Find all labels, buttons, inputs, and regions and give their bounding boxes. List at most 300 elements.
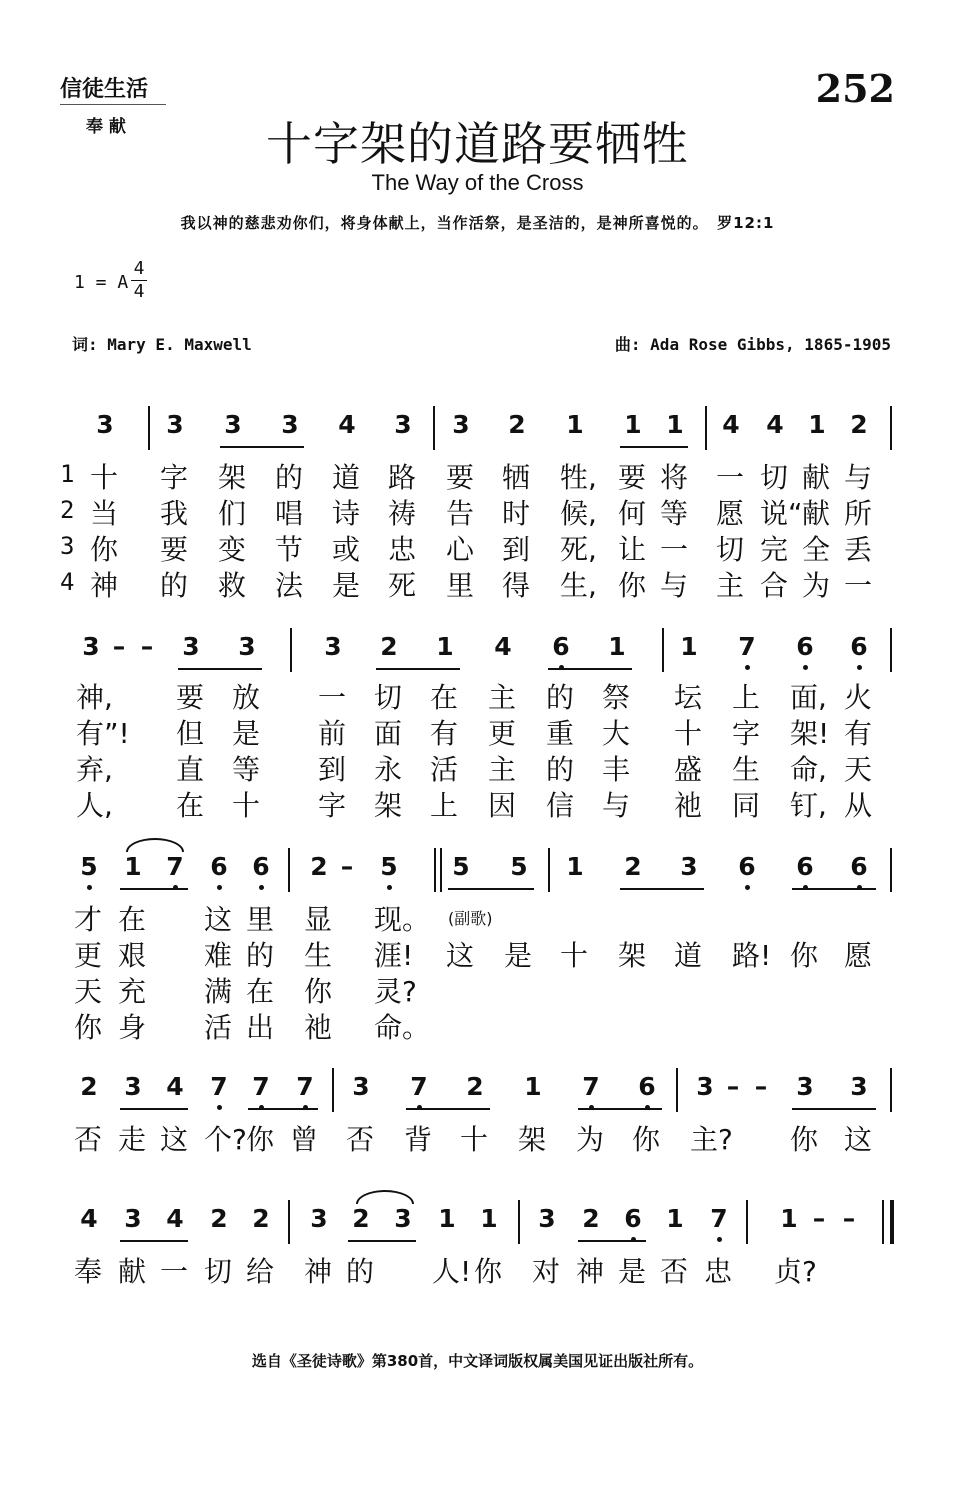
lyric: 死, [560, 533, 597, 566]
note: 2 [352, 1204, 370, 1233]
beam [376, 668, 460, 670]
lyric: 候, [560, 497, 597, 530]
lyric: 到 [318, 753, 347, 786]
note: 1 [680, 632, 698, 661]
lyric: 愿 [716, 497, 745, 530]
lyric: 节 [275, 533, 304, 566]
beam [120, 1240, 188, 1242]
lyric: 祂 [304, 1011, 333, 1044]
lyric: 这 [160, 1123, 189, 1156]
lyric: 的 [160, 569, 189, 602]
lyric: 你 [304, 975, 333, 1008]
lyric: 更 [488, 717, 517, 750]
lyric: 你 [632, 1123, 661, 1156]
note-low: 5 [74, 852, 104, 882]
lyric: 等 [232, 753, 261, 786]
lyric: 否 [346, 1123, 375, 1156]
lyric-line-1-3 [60, 528, 895, 564]
lyric: 唱 [275, 497, 304, 530]
lyric: 直 [176, 753, 205, 786]
dash: – [812, 1204, 826, 1233]
note: 3 [310, 1204, 328, 1233]
lyric: 牲, [560, 461, 597, 494]
lyric: 架 [518, 1123, 547, 1156]
note: 3 [538, 1204, 556, 1233]
lyric: 涯! [374, 939, 414, 972]
lyric: 弃, [76, 753, 113, 786]
verse-number: 3 [60, 532, 75, 560]
lyric: 有”! [76, 717, 130, 750]
barline [890, 1068, 892, 1112]
note: 3 [166, 410, 184, 439]
barline [890, 406, 892, 450]
beam [220, 446, 304, 448]
lyric: 架! [790, 717, 830, 750]
lyric: 这 [204, 903, 233, 936]
note-low: 6 [790, 632, 820, 662]
lyric: 否 [74, 1123, 103, 1156]
lyric: 神 [304, 1255, 333, 1288]
lyric: 主? [690, 1123, 733, 1156]
lyric: 的 [546, 753, 575, 786]
notation-system-2 [60, 632, 895, 672]
lyric: 否 [660, 1255, 689, 1288]
lyric: 奉 [74, 1255, 103, 1288]
beam [578, 1108, 662, 1110]
note: 1 [566, 852, 584, 881]
notation-system-4 [60, 1072, 895, 1112]
subcategory-label: 奉 献 [86, 117, 126, 137]
note: 2 [624, 852, 642, 881]
note: 3 [680, 852, 698, 881]
refrain-label: (副歌) [448, 909, 493, 928]
note: 5 [510, 852, 528, 881]
barline [676, 1068, 678, 1112]
lyric: 是 [618, 1255, 647, 1288]
lyric: 贞? [774, 1255, 817, 1288]
note: 3 [124, 1072, 142, 1101]
beam [620, 446, 688, 448]
beam [348, 1240, 416, 1242]
lyric: 钉, [790, 789, 827, 822]
note: 3 [696, 1072, 714, 1101]
beam [406, 1108, 490, 1110]
notation-system-1 [60, 410, 895, 450]
note-low: 6 [546, 632, 576, 662]
notation-system-5 [60, 1204, 895, 1244]
note-low: 7 [246, 1072, 276, 1102]
lyric: 献 [802, 461, 831, 494]
lyric: 曾 [290, 1123, 319, 1156]
note: 3 [224, 410, 242, 439]
note-low: 5 [374, 852, 404, 882]
category-rule [60, 104, 166, 105]
english-title: The Way of the Cross [371, 170, 584, 195]
slur [126, 838, 184, 852]
lyric: 十 [90, 461, 119, 494]
note: 3 [796, 1072, 814, 1101]
note: 3 [850, 1072, 868, 1101]
note: 1 [438, 1204, 456, 1233]
final-barline [882, 1200, 894, 1244]
lyric: 神 [576, 1255, 605, 1288]
lyric: 生 [732, 753, 761, 786]
lyric: 生, [560, 569, 597, 602]
lyric: 主 [488, 681, 517, 714]
lyric: 献 [118, 1255, 147, 1288]
barline [890, 848, 892, 892]
note-low: 6 [790, 852, 820, 882]
lyric: 变 [218, 533, 247, 566]
lyric-line-1-1 [60, 456, 895, 492]
lyric: 在 [118, 903, 147, 936]
lyric: 出 [246, 1011, 275, 1044]
note: 4 [166, 1072, 184, 1101]
lyric: 充 [118, 975, 147, 1008]
lyric: 面 [374, 717, 403, 750]
beam [178, 668, 262, 670]
lyric: 从 [844, 789, 873, 822]
lyric: 忠 [388, 533, 417, 566]
lyric: 给 [246, 1255, 275, 1288]
barline [518, 1200, 520, 1244]
note: 2 [310, 852, 328, 881]
note: 5 [452, 852, 470, 881]
note-low: 7 [160, 852, 190, 882]
lyric: 十 [560, 939, 589, 972]
lyric: 同 [732, 789, 761, 822]
lyric: 这 [844, 1123, 873, 1156]
note-low: 7 [290, 1072, 320, 1102]
lyric: 满 [204, 975, 233, 1008]
lyric: 艰 [118, 939, 147, 972]
lyric: 背 [404, 1123, 433, 1156]
lyric: 现。 [374, 903, 431, 936]
lyric: 前 [318, 717, 347, 750]
lyric: 死 [388, 569, 417, 602]
category-label: 信徒生活 [60, 76, 149, 102]
lyric: 救 [218, 569, 247, 602]
lyric-line-3-2 [60, 934, 895, 970]
lyric: 生 [304, 939, 333, 972]
key-signature: 1 = A [74, 272, 129, 293]
lyric: 诗 [332, 497, 361, 530]
lyric: 祂 [674, 789, 703, 822]
lyric: 切 [204, 1255, 233, 1288]
beam [548, 668, 632, 670]
barline [288, 1200, 290, 1244]
note-low: 7 [404, 1072, 434, 1102]
note: 3 [182, 632, 200, 661]
lyric: 神 [90, 569, 119, 602]
lyric: 为 [802, 569, 831, 602]
lyric: 全 [802, 533, 831, 566]
lyric: 重 [546, 717, 575, 750]
lyric: 切 [760, 461, 789, 494]
double-barline [434, 848, 442, 892]
lyric: 道 [332, 461, 361, 494]
lyric: 更 [74, 939, 103, 972]
dash: – [726, 1072, 740, 1101]
composer-credit: 曲: Ada Rose Gibbs, 1865-1905 [614, 335, 891, 354]
lyric: 你 [74, 1011, 103, 1044]
barline [332, 1068, 334, 1112]
note: 2 [582, 1204, 600, 1233]
lyric: 永 [374, 753, 403, 786]
lyric: 天 [844, 753, 873, 786]
note: 3 [96, 410, 114, 439]
lyric: 你 [474, 1255, 503, 1288]
lyric: 心 [446, 533, 475, 566]
lyric: 难 [204, 939, 233, 972]
note-low: 6 [732, 852, 762, 882]
note-low: 6 [246, 852, 276, 882]
lyric: 人! [432, 1255, 472, 1288]
scripture-verse: 我以神的慈悲劝你们，将身体献上，当作活祭，是圣洁的，是神所喜悦的。 罗12:1 [180, 214, 775, 232]
lyric: 信 [546, 789, 575, 822]
lyric: 上 [430, 789, 459, 822]
lyric: 火 [844, 681, 873, 714]
lyric: 到 [502, 533, 531, 566]
lyric: 愿 [844, 939, 873, 972]
lyric: 是 [332, 569, 361, 602]
lyric: 坛 [674, 681, 703, 714]
lyric: 天 [74, 975, 103, 1008]
lyric: 一 [844, 569, 873, 602]
note: 3 [394, 1204, 412, 1233]
lyric: 放 [232, 681, 261, 714]
beam [120, 888, 188, 890]
note: 1 [780, 1204, 798, 1233]
note: 1 [524, 1072, 542, 1101]
barline [746, 1200, 748, 1244]
lyric: 或 [332, 533, 361, 566]
lyric: 祷 [388, 497, 417, 530]
note: 4 [338, 410, 356, 439]
lyric: 丰 [602, 753, 631, 786]
note: 2 [210, 1204, 228, 1233]
lyric: 盛 [674, 753, 703, 786]
note: 1 [124, 852, 142, 881]
lyric: 们 [218, 497, 247, 530]
lyric: 面, [790, 681, 827, 714]
lyric: 个? [204, 1123, 247, 1156]
lyric: 字 [160, 461, 189, 494]
lyric: 你 [790, 1123, 819, 1156]
note-low: 6 [844, 852, 874, 882]
lyric: 要 [446, 461, 475, 494]
beam [120, 1108, 188, 1110]
note: 1 [666, 1204, 684, 1233]
lyric: 的 [346, 1255, 375, 1288]
lyric: 在 [246, 975, 275, 1008]
note: 2 [466, 1072, 484, 1101]
note: 4 [722, 410, 740, 439]
lyric-line-2-3 [60, 748, 895, 784]
lyric: 活 [430, 753, 459, 786]
lyric: 在 [430, 681, 459, 714]
lyric-line-5-1 [60, 1250, 895, 1286]
lyric: 丢 [844, 533, 873, 566]
note: 1 [608, 632, 626, 661]
lyric: 我 [160, 497, 189, 530]
lyric: 里 [446, 569, 475, 602]
note-low: 6 [618, 1204, 648, 1234]
note: 3 [281, 410, 299, 439]
lyric: 所 [844, 497, 873, 530]
barline [705, 406, 707, 450]
note: 2 [380, 632, 398, 661]
lyric-line-3-4 [60, 1006, 895, 1042]
lyric: 道 [674, 939, 703, 972]
lyric: 切 [374, 681, 403, 714]
note-low: 6 [632, 1072, 662, 1102]
lyric: 一 [160, 1255, 189, 1288]
lyricist-credit: 词: Mary E. Maxwell [72, 335, 252, 354]
lyric: 的 [246, 939, 275, 972]
lyric: 里 [246, 903, 275, 936]
note: 3 [124, 1204, 142, 1233]
lyric-line-2-2 [60, 712, 895, 748]
lyric: 告 [446, 497, 475, 530]
lyric: 神, [76, 681, 113, 714]
lyric: 架 [218, 461, 247, 494]
barline [662, 628, 664, 672]
lyric: 你 [246, 1123, 275, 1156]
time-top: 4 [133, 258, 145, 279]
note: 3 [352, 1072, 370, 1101]
lyric: 说“ [760, 497, 803, 530]
copyright-footer: 选自《圣徒诗歌》第380首，中文译词版权属美国见证出版社所有。 [251, 1352, 704, 1370]
lyric: 走 [118, 1123, 147, 1156]
note: 4 [494, 632, 512, 661]
lyric: 时 [502, 497, 531, 530]
lyric: 主 [716, 569, 745, 602]
lyric: 命。 [374, 1011, 431, 1044]
beam [578, 1240, 646, 1242]
time-bottom: 4 [133, 281, 145, 302]
lyric-line-4-1 [60, 1118, 895, 1154]
notation-system-3 [60, 852, 895, 892]
lyric: 你 [618, 569, 647, 602]
lyric: 切 [716, 533, 745, 566]
lyric: 一 [318, 681, 347, 714]
lyric: 与 [660, 569, 689, 602]
lyric: 有 [844, 717, 873, 750]
lyric: 显 [304, 903, 333, 936]
hymn-number: 252 [815, 66, 895, 111]
dash: – [754, 1072, 768, 1101]
lyric: 献 [802, 497, 831, 530]
lyric: 得 [502, 569, 531, 602]
lyric: 是 [232, 717, 261, 750]
lyric: 完 [760, 533, 789, 566]
lyric-line-1-4 [60, 564, 895, 600]
note: 2 [252, 1204, 270, 1233]
lyric: 合 [760, 569, 789, 602]
barline [548, 848, 550, 892]
lyric: 是 [504, 939, 533, 972]
verse-number: 2 [60, 496, 75, 524]
lyric: 因 [488, 789, 517, 822]
lyric: 的 [546, 681, 575, 714]
lyric-line-3-3 [60, 970, 895, 1006]
note-low: 7 [204, 1072, 234, 1102]
note: 3 [82, 632, 100, 661]
barline [148, 406, 150, 450]
dash: – [112, 632, 126, 661]
lyric: 主 [488, 753, 517, 786]
lyric: 何 [618, 497, 647, 530]
lyric: 架 [374, 789, 403, 822]
hymn-title: 十字架的道路要牺牲 [266, 117, 689, 171]
lyric: 当 [90, 497, 119, 530]
lyric: 才 [74, 903, 103, 936]
dash: – [140, 632, 154, 661]
lyric: 要 [176, 681, 205, 714]
lyric: 为 [576, 1123, 605, 1156]
lyric: 身 [118, 1011, 147, 1044]
lyric-line-1-2 [60, 492, 895, 528]
barline [890, 628, 892, 672]
barline [288, 848, 290, 892]
lyric: 忠 [704, 1255, 733, 1288]
slur [356, 1190, 414, 1204]
note-low: 7 [704, 1204, 734, 1234]
note: 4 [166, 1204, 184, 1233]
lyric: 十 [232, 789, 261, 822]
lyric: 字 [318, 789, 347, 822]
lyric: 大 [602, 717, 631, 750]
lyric: 法 [275, 569, 304, 602]
note: 1 [666, 410, 684, 439]
lyric: 灵? [374, 975, 417, 1008]
lyric: 要 [160, 533, 189, 566]
note: 4 [766, 410, 784, 439]
beam [792, 1108, 876, 1110]
note: 4 [80, 1204, 98, 1233]
note: 2 [508, 410, 526, 439]
time-signature [128, 258, 150, 303]
note: 2 [850, 410, 868, 439]
lyric: 将 [660, 461, 689, 494]
lyric: 的 [275, 461, 304, 494]
lyric: 对 [532, 1255, 561, 1288]
lyric: 路! [732, 939, 772, 972]
beam [792, 888, 876, 890]
lyric: 与 [602, 789, 631, 822]
note: 3 [324, 632, 342, 661]
lyric: 祭 [602, 681, 631, 714]
note-low: 7 [576, 1072, 606, 1102]
lyric: 十 [674, 717, 703, 750]
lyric: 但 [176, 717, 205, 750]
beam [448, 888, 534, 890]
lyric: 命, [790, 753, 827, 786]
lyric: 一 [716, 461, 745, 494]
note: 3 [394, 410, 412, 439]
lyric: 上 [732, 681, 761, 714]
lyric: 牺 [502, 461, 531, 494]
lyric: 一 [660, 533, 689, 566]
beam [620, 888, 704, 890]
dash: – [340, 852, 354, 881]
verse-number: 4 [60, 568, 75, 596]
note-low: 7 [732, 632, 762, 662]
lyric-line-2-1 [60, 676, 895, 712]
lyric: 十 [460, 1123, 489, 1156]
lyric: 活 [204, 1011, 233, 1044]
